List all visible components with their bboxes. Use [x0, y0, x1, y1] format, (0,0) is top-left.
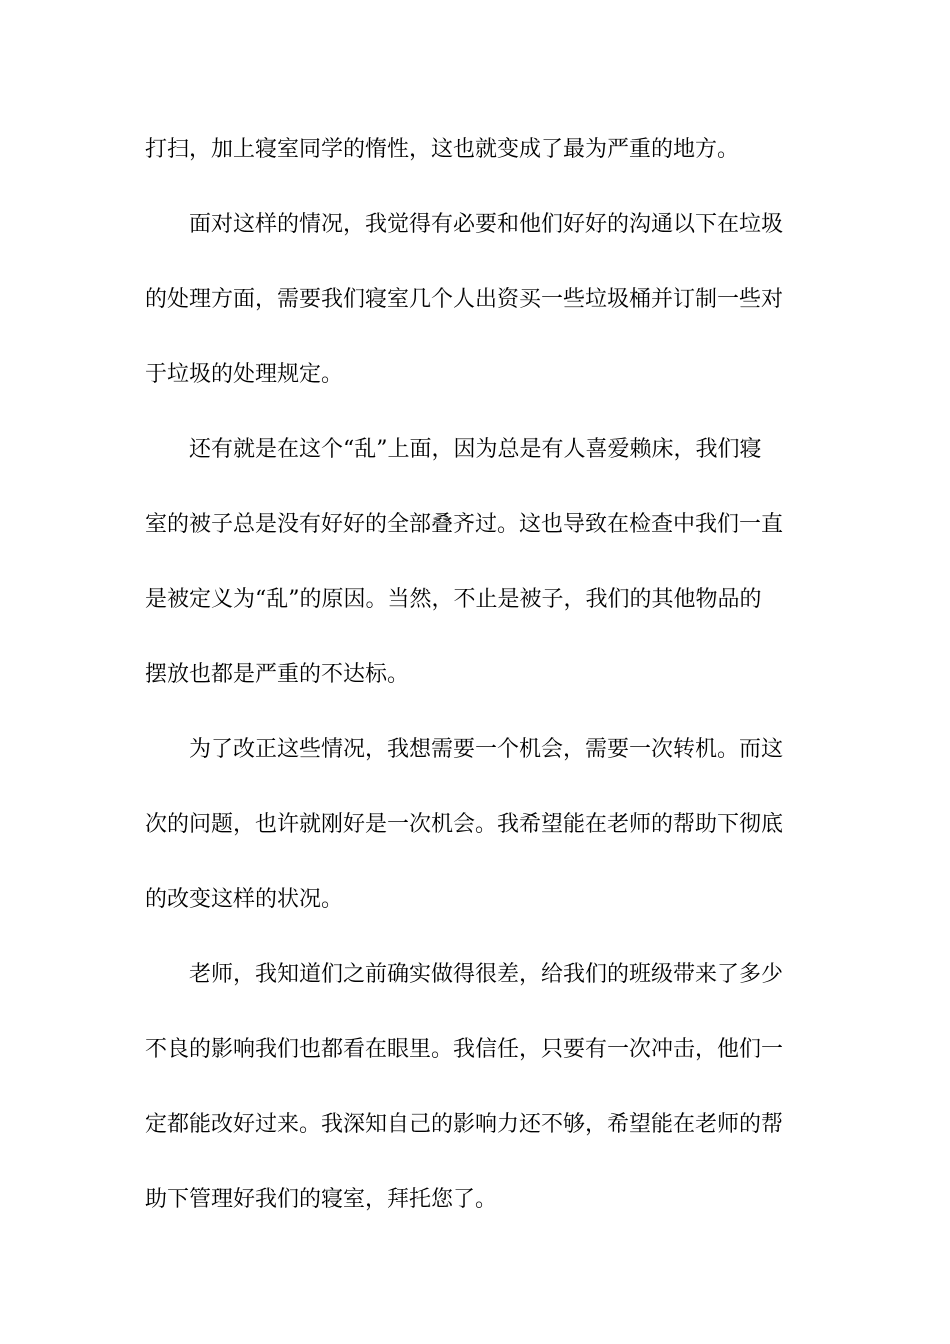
- text-line-12: 老师，我知道们之前确实做得很差，给我们的班级带来了多少: [189, 962, 784, 987]
- text-line-11: 的改变这样的状况。: [145, 887, 344, 912]
- text-line-4: 于垃圾的处理规定。: [145, 362, 344, 387]
- text-line-6: 室的被子总是没有好好的全部叠齐过。这也导致在检查中我们一直: [145, 512, 784, 537]
- text-line-13: 不良的影响我们也都看在眼里。我信任，只要有一次冲击，他们一: [145, 1037, 784, 1062]
- text-line-14: 定都能改好过来。我深知自己的影响力还不够，希望能在老师的帮: [145, 1112, 784, 1137]
- text-line-7: 是被定义为“乱”的原因。当然，不止是被子，我们的其他物品的: [145, 587, 762, 612]
- text-line-1: 打扫，加上寝室同学的惰性，这也就变成了最为严重的地方。: [145, 137, 740, 162]
- text-line-2: 面对这样的情况，我觉得有必要和他们好好的沟通以下在垃圾: [189, 212, 784, 237]
- text-line-5: 还有就是在这个“乱”上面，因为总是有人喜爱赖床，我们寝: [189, 437, 762, 462]
- text-line-8: 摆放也都是严重的不达标。: [145, 662, 410, 687]
- text-line-3: 的处理方面，需要我们寝室几个人出资买一些垃圾桶并订制一些对: [145, 287, 784, 312]
- text-line-15: 助下管理好我们的寝室，拜托您了。: [145, 1187, 498, 1212]
- text-line-10: 次的问题，也许就刚好是一次机会。我希望能在老师的帮助下彻底: [145, 812, 784, 837]
- text-line-9: 为了改正这些情况，我想需要一个机会，需要一次转机。而这: [189, 737, 784, 762]
